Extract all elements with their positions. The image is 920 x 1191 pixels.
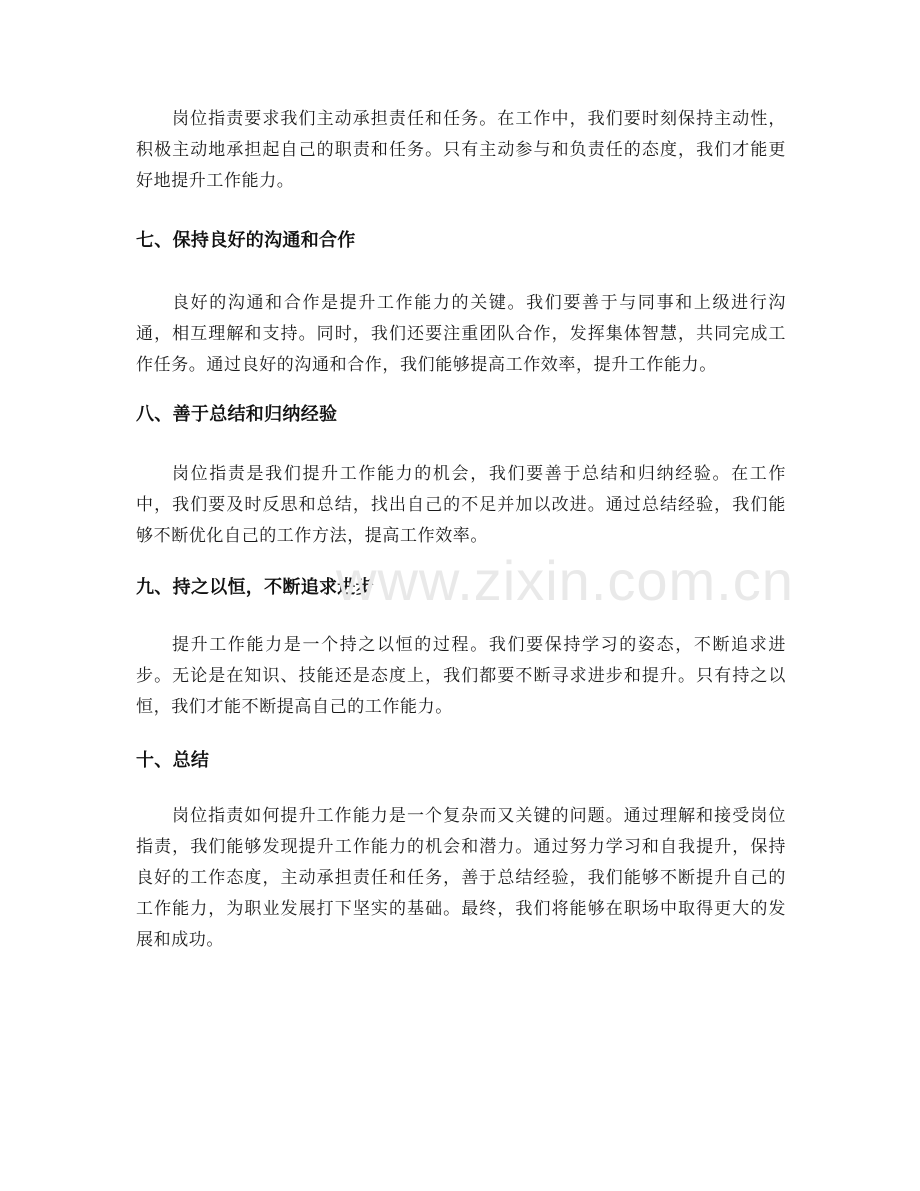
intro-paragraph: 岗位指责要求我们主动承担责任和任务。在工作中，我们要时刻保持主动性，积极主动地承担起自己的职责和任务。只有主动参与和负责任的态度，我们才能更好地提升工作能力。 bbox=[136, 109, 786, 191]
section-paragraph: 提升工作能力是一个持之以恒的过程。我们要保持学习的姿态，不断追求进步。无论是在知识、技能还是态度上，我们都要不断寻求进步和提升。只有持之以恒，我们才能不断提高自己的工作能力。 bbox=[136, 635, 786, 717]
section-heading: 七、保持良好的沟通和合作 bbox=[136, 230, 356, 251]
section-paragraph: 岗位指责如何提升工作能力是一个复杂而又关键的问题。通过理解和接受岗位指责，我们能够发现提升工作能力的机会和潜力。通过努力学习和自我提升，保持良好的工作态度，主动承担责任和任务，善于总结经验，我们能够不断提升自己的工作能力，为职业发展打下坚实的基础。最终，我们将能够在职场中取得更大的发展和成功。 bbox=[136, 806, 786, 950]
section-7-body-block bbox=[136, 288, 786, 381]
intro-block bbox=[136, 104, 786, 197]
section-paragraph: 良好的沟通和合作是提升工作能力的关键。我们要善于与同事和上级进行沟通，相互理解和支持。同时，我们还要注重团队合作，发挥集体智慧，共同完成工作任务。通过良好的沟通和合作，我们能够提高工作效率，提升工作能力。 bbox=[136, 293, 786, 375]
section-heading: 十、总结 bbox=[136, 750, 210, 771]
section-7-heading-block bbox=[136, 229, 786, 253]
section-8-body-block bbox=[136, 459, 786, 552]
section-paragraph: 岗位指责是我们提升工作能力的机会，我们要善于总结和归纳经验。在工作中，我们要及时反思和总结，找出自己的不足并加以改进。通过总结经验，我们能够不断优化自己的工作方法，提高工作效率。 bbox=[136, 464, 786, 546]
section-10-body-block bbox=[136, 801, 786, 956]
section-8-heading-block bbox=[136, 403, 786, 427]
section-heading: 八、善于总结和归纳经验 bbox=[136, 404, 338, 425]
watermark: www.zixin.com.cn bbox=[336, 549, 794, 612]
section-9-body-block bbox=[136, 630, 786, 723]
section-10-heading-block bbox=[136, 749, 786, 773]
section-heading: 九、持之以恒，不断追求进步 bbox=[136, 577, 374, 598]
section-9-heading-block bbox=[136, 576, 786, 600]
